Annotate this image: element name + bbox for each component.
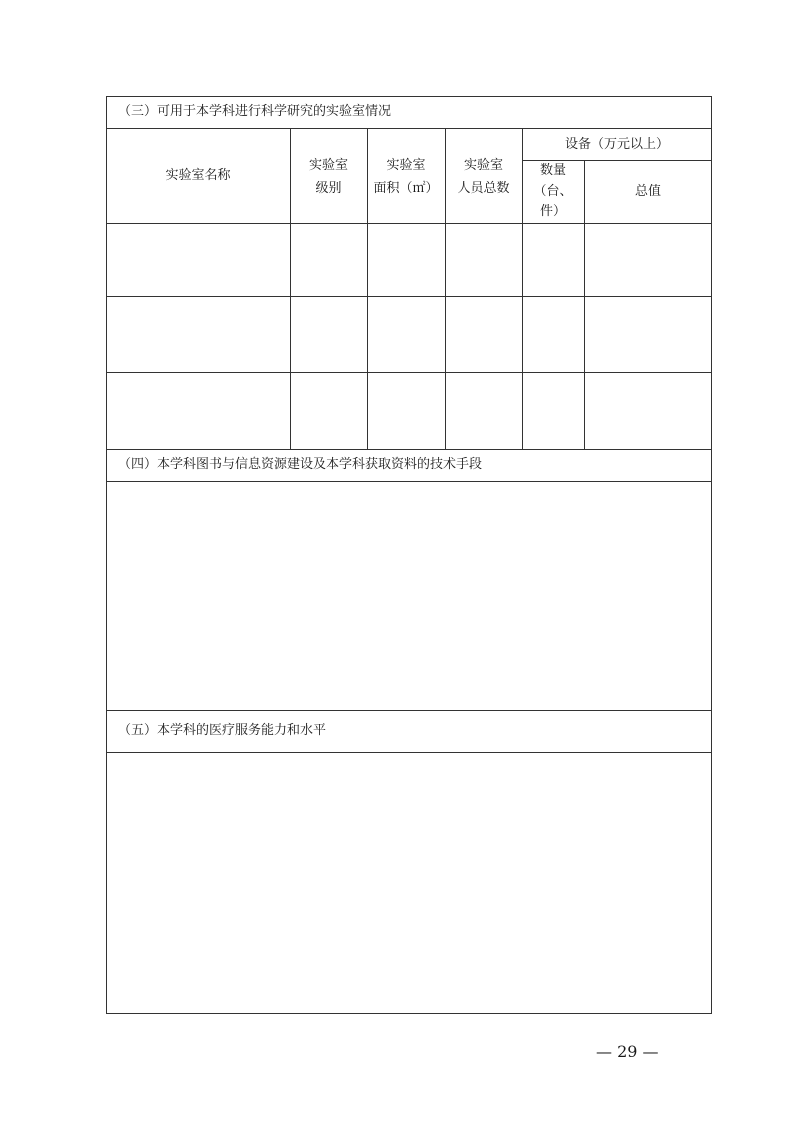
header-lab-level-line2: 级别: [315, 181, 342, 196]
header-lab-name: 实验室名称: [165, 168, 231, 183]
header-lab-level-line1: 实验室: [308, 158, 348, 173]
header-quantity-line1: 数量: [539, 163, 566, 178]
table-row-divider-1: [106, 296, 712, 297]
col-divider-1: [290, 128, 291, 449]
header-quantity-line3: 件）: [539, 204, 566, 219]
table-row-divider-2: [106, 372, 712, 373]
col-divider-3: [445, 128, 446, 449]
header-lab-area-line2: 面积（㎡）: [373, 181, 439, 196]
section5-title-divider: [106, 752, 712, 753]
section5-title: （五）本学科的医疗服务能力和水平: [118, 723, 327, 738]
header-total-value: 总值: [634, 184, 661, 199]
header-lab-staff-line2: 人员总数: [457, 181, 510, 196]
section4-title: （四）本学科图书与信息资源建设及本学科获取资料的技术手段: [118, 457, 483, 472]
section4-title-divider: [106, 481, 712, 482]
col-divider-5: [584, 160, 585, 449]
header-equipment: 设备（万元以上）: [564, 137, 669, 152]
table-header-divider: [106, 223, 712, 224]
header-lab-staff-line1: 实验室: [463, 158, 503, 173]
table-bottom-divider: [106, 449, 712, 450]
page-number: — 29 —: [596, 1042, 659, 1061]
equipment-subheader-divider: [522, 160, 712, 161]
form-frame: [106, 96, 712, 1014]
col-divider-2: [367, 128, 368, 449]
header-lab-area-line1: 实验室: [386, 158, 426, 173]
section3-title-divider: [106, 128, 712, 129]
section3-title: （三）可用于本学科进行科学研究的实验室情况: [118, 104, 392, 119]
section4-bottom-divider: [106, 710, 712, 711]
header-quantity-line2: （台、: [533, 184, 573, 199]
